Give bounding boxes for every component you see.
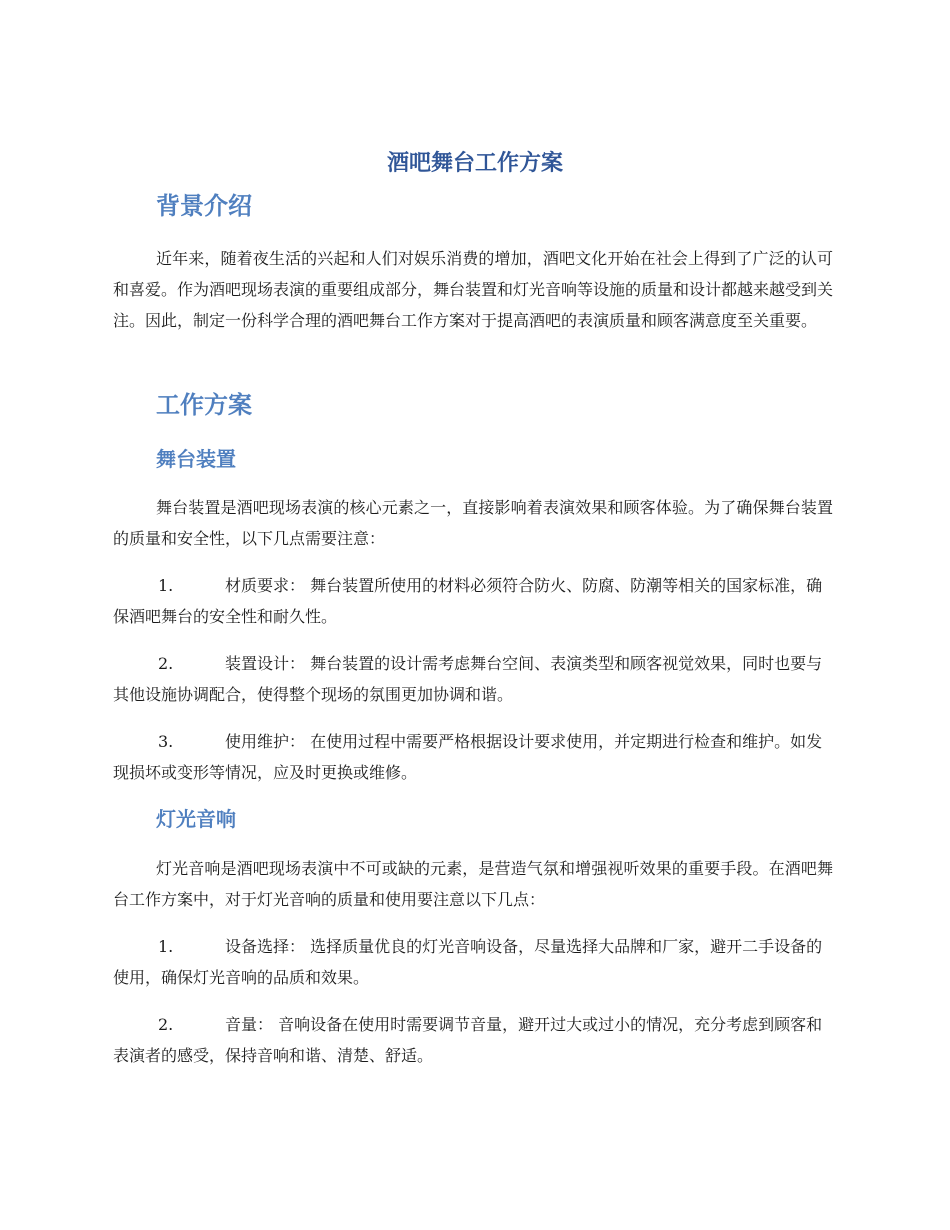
list-item-text: 使用维护： 在使用过程中需要严格根据设计要求使用，并定期进行检查和维护。如发现损坏或变形等情况，应及时更换或维修。	[113, 732, 823, 782]
stage-intro-paragraph: 舞台装置是酒吧现场表演的核心元素之一，直接影响着表演效果和顾客体验。为了确保舞台装置的质量和安全性，以下几点需要注意：	[113, 498, 833, 548]
list-item	[113, 931, 833, 993]
section-heading-plan: 工作方案	[156, 391, 252, 419]
list-item-text: 音量： 音响设备在使用时需要调节音量，避开过大或过小的情况，充分考虑到顾客和表演者的感受，保持音响和谐、清楚、舒适。	[113, 1015, 823, 1065]
lighting-audio-intro-paragraph: 灯光音响是酒吧现场表演中不可或缺的元素，是营造气氛和增强视听效果的重要手段。在酒吧舞台工作方案中，对于灯光音响的质量和使用要注意以下几点：	[113, 859, 833, 909]
list-item-number: 1.	[158, 937, 174, 956]
subsection-heading-lighting-audio: 灯光音响	[156, 807, 236, 831]
list-item-text: 装置设计： 舞台装置的设计需考虑舞台空间、表演类型和顾客视觉效果，同时也要与其他设施协调配合，使得整个现场的氛围更加协调和谐。	[113, 654, 823, 704]
list-item-number: 3.	[158, 732, 174, 751]
list-item-text: 材质要求： 舞台装置所使用的材料必须符合防火、防腐、防潮等相关的国家标准，确保酒吧舞台的安全性和耐久性。	[113, 576, 823, 626]
list-item-number: 2.	[158, 654, 174, 673]
list-item	[113, 726, 833, 788]
list-item	[113, 1009, 833, 1071]
list-item	[113, 570, 833, 632]
subsection-heading-stage: 舞台装置	[156, 447, 236, 471]
list-item-text: 设备选择： 选择质量优良的灯光音响设备，尽量选择大品牌和厂家，避开二手设备的使用，确保灯光音响的品质和效果。	[113, 937, 823, 987]
section-heading-background: 背景介绍	[156, 192, 252, 220]
list-item	[113, 648, 833, 710]
list-item-number: 1.	[158, 576, 174, 595]
background-paragraph: 近年来，随着夜生活的兴起和人们对娱乐消费的增加，酒吧文化开始在社会上得到了广泛的认可和喜爱。作为酒吧现场表演的重要组成部分，舞台装置和灯光音响等设施的质量和设计都越来越受到关注。因此，制定一份科学合理的酒吧舞台工作方案对于提高酒吧的表演质量和顾客满意度至关重要。	[113, 249, 834, 330]
document-title: 酒吧舞台工作方案	[386, 151, 563, 176]
list-item-number: 2.	[158, 1015, 174, 1034]
